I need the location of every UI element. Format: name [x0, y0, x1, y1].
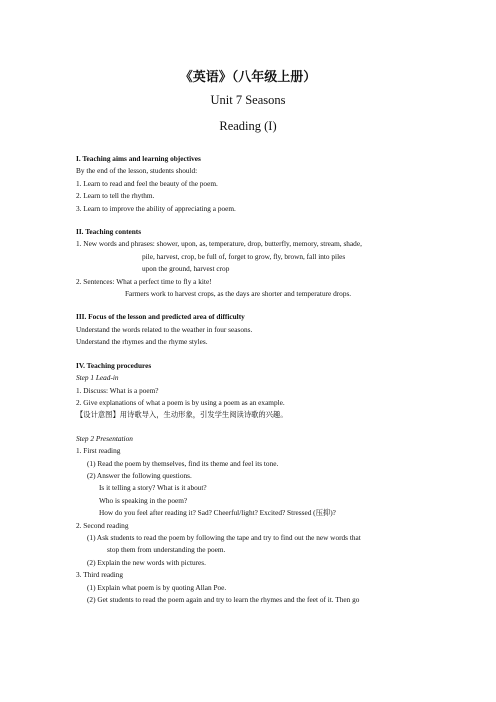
new-words-line: upon the ground, harvest crop	[142, 264, 230, 274]
document-title-chinese: 《英语》（八年级上册）	[179, 70, 317, 85]
section-heading-contents: II. Teaching contents	[76, 227, 142, 237]
question-line: Who is speaking in the poem?	[99, 495, 188, 505]
design-intent-note: 【设计意图】用诗歌导入，生动形象，引发学生阅读诗歌的兴趣。	[76, 410, 288, 420]
new-words-line: 1. New words and phrases: shower, upon, as, temperature, drop, butterfly, memory, stream, shade,	[76, 239, 362, 249]
step-1-item: 2. Give explanations of what a poem is by using a poem as an example.	[76, 397, 285, 407]
procedure-subitem: (2) Explain the new words with pictures.	[87, 557, 206, 567]
sentences-line: Farmers work to harvest crops, as the days are shorter and temperature drops.	[125, 289, 352, 299]
question-line: How do you feel after reading it? Sad? Cheerful/light? Excited? Stressed (压抑)?	[99, 508, 336, 518]
unit-title: Unit 7 Seasons	[210, 93, 286, 107]
aim-item: 2. Learn to tell the rhythm.	[76, 191, 155, 201]
procedure-item: 3. Third reading	[76, 570, 124, 580]
section-heading-aims: I. Teaching aims and learning objectives	[76, 154, 201, 163]
step-2-heading: Step 2 Presentation	[76, 433, 133, 443]
procedure-subitem: (2) Answer the following questions.	[87, 470, 192, 480]
procedure-subitem: (1) Explain what poem is by quoting Allan Poe.	[87, 582, 227, 592]
step-1-item: 1. Discuss: What is a poem?	[76, 385, 159, 395]
document-body	[76, 153, 436, 606]
step-1-heading: Step 1 Lead-in	[76, 373, 119, 383]
procedure-item: 2. Second reading	[76, 520, 129, 530]
section-heading-procedures: IV. Teaching procedures	[76, 360, 152, 370]
sentences-line: 2. Sentences: What a perfect time to fly a kite!	[76, 276, 212, 286]
new-words-line: pile, harvest, crop, be full of, forget to grow, fly, brown, fall into piles	[142, 251, 346, 261]
section-heading-focus: III. Focus of the lesson and predicted area of difficulty	[76, 312, 245, 322]
procedure-subitem-continued: stop them from understanding the poem.	[107, 545, 226, 555]
aim-item: 1. Learn to read and feel the beauty of the poem.	[76, 178, 218, 188]
aim-item: 3. Learn to improve the ability of appreciating a poem.	[76, 203, 236, 213]
procedure-subitem: (1) Ask students to read the poem by following the tape and try to find out the new words that	[87, 532, 361, 542]
focus-line: Understand the rhymes and the rhyme styles.	[76, 337, 208, 347]
focus-line: Understand the words related to the weather in four seasons.	[76, 324, 253, 334]
procedure-subitem: (2) Get students to read the poem again and try to learn the rhymes and the feet of it. Then go	[87, 595, 360, 604]
procedure-item: 1. First reading	[76, 446, 121, 456]
lesson-title: Reading (I)	[219, 119, 277, 133]
question-line: Is it telling a story? What is it about?	[99, 483, 207, 493]
aims-intro: By the end of the lesson, students should:	[76, 166, 198, 176]
procedure-subitem: (1) Read the poem by themselves, find its theme and feel its tone.	[87, 458, 279, 468]
